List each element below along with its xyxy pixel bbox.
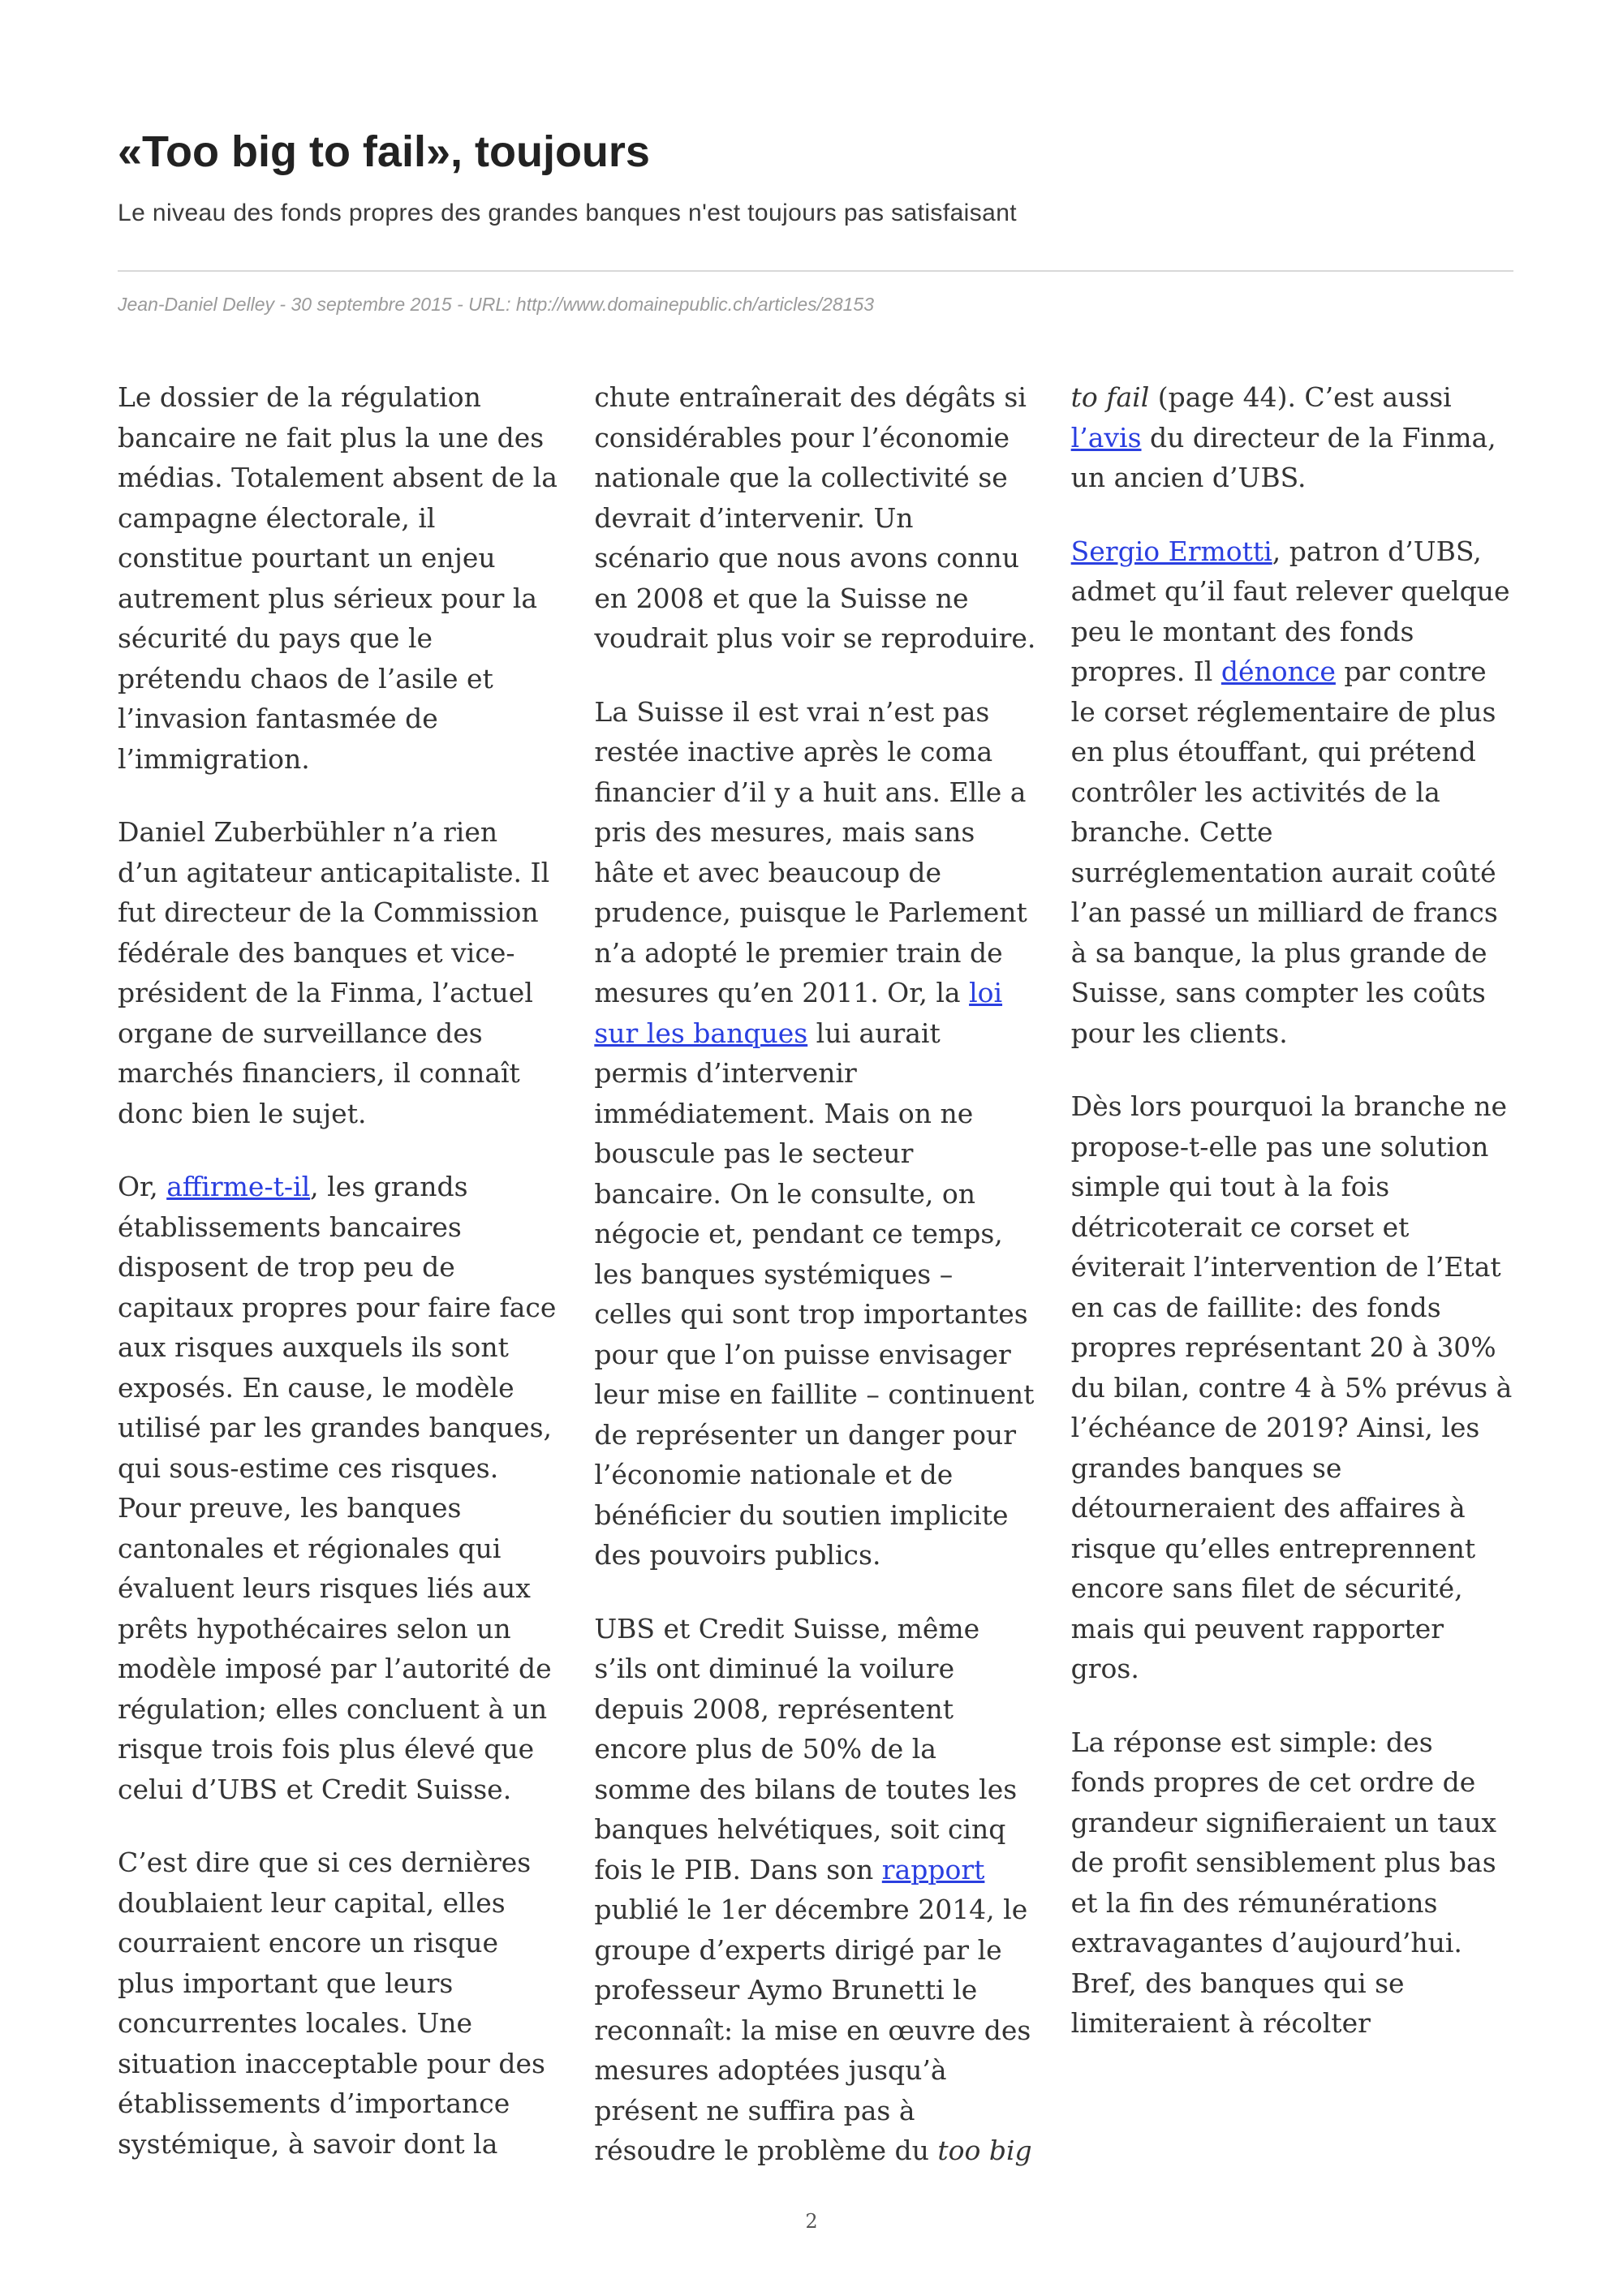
paragraph-text: (page 44). C’est aussi	[1149, 381, 1452, 413]
paragraph-ermotti	[1071, 531, 1513, 1054]
inline-link[interactable]: l’avis	[1070, 421, 1142, 454]
inline-link[interactable]: Sergio Ermotti	[1070, 535, 1272, 567]
article-title: «Too big to fail», toujours	[118, 127, 650, 176]
paragraph-text: , patron d’UBS, admet qu’il faut relever quelque peu le montant des fonds propres. Il	[1070, 535, 1510, 687]
article-subtitle: Le niveau des fonds propres des grandes banques n'est toujours pas satisfaisant	[118, 200, 1018, 226]
inline-link[interactable]: dénonce	[1220, 656, 1336, 687]
paragraph-text: La Suisse il est vrai n’est pas restée inactive après le coma financier d’il y a huit ans. Elle a pris des mesures, mais sans hâte et avec beaucoup de prudence, puisque le Parlement n’a adopté le premier train de mesures qu’en 2011. Or, la	[594, 695, 1027, 1008]
inline-emphasis: too big to fail	[937, 381, 1150, 2166]
paragraph-text: La réponse est simple: des fonds propres de cet ordre de grandeur signifieraient un taux de profit sensiblement plus bas et la fin des rémunérations extravagantes d’aujourd’hui. Bref, des banques qui se limiteraient à récolter	[1070, 1726, 1496, 2039]
page-number: 2	[805, 2210, 818, 2233]
paragraph-swiss-response	[594, 692, 1036, 1576]
article-columns	[118, 377, 1513, 2178]
paragraph-text: Dès lors pourquoi la branche ne propose-t-elle pas une solution simple qui tout à la fois détricoterait ce corset et éviterait l’intervention de l’Etat en cas de faillite: des fonds propres représentant 20 à 30% du bilan, contre 4 à 5% prévus à l’échéance de 2019? Ainsi, les grandes banques se détourneraient des affaires à risque qu’elles entreprennent encore sans filet de sécurité, mais qui peuvent rapporter gros.	[1070, 1090, 1513, 1684]
paragraph-text: Daniel Zuberbühler n’a rien d’un agitateur anticapitaliste. Il fut directeur de la Commission fédérale des banques et vice-président de la Finma, l’actuel organe de surveillance des marchés financiers, il connaît donc bien le sujet.	[118, 816, 550, 1129]
paragraph-risks	[118, 1167, 560, 1809]
inline-link[interactable]: affirme-t-il	[166, 1171, 311, 1202]
paragraph-proposal	[1071, 1086, 1513, 1689]
paragraph-text: Or,	[118, 1171, 167, 1202]
inline-link[interactable]: rapport	[881, 1853, 985, 1885]
header-divider	[118, 270, 1513, 272]
article-body	[118, 377, 1513, 2178]
paragraph-zuberbuhler	[118, 812, 560, 1133]
paragraph-intro	[118, 377, 560, 779]
paragraph-text: , les grands établissements bancaires disposent de trop peu de capitaux propres pour faire face aux risques auxquels ils sont exposés. En cause, le modèle utilisé par les grandes banques, qui sous-estime ces risques. Pour preuve, les banques cantonales et régionales qui évaluent leurs risques liés aux prêts hypothécaires selon un modèle imposé par l’autorité de régulation; elles concluent à un risque trois fois plus élevé que celui d’UBS et Credit Suisse.	[118, 1171, 557, 1805]
article-byline: Jean-Daniel Delley - 30 septembre 2015 - URL: http://www.domainepublic.ch/articles/28153	[118, 294, 874, 315]
paragraph-text: lui aurait permis d’intervenir immédiatement. Mais on ne bouscule pas le secteur bancaire. On le consulte, on négocie et, pendant ce temps, les banques systémiques – celles qui sont trop importantes pour que l’on puisse envisager leur mise en faillite – continuent de représenter un danger pour l’économie nationale et de bénéficier du soutien implicite des pouvoirs publics.	[594, 1017, 1035, 1571]
paragraph-text: du directeur de la Finma, un ancien d’UBS.	[1070, 421, 1496, 493]
paragraph-answer	[1071, 1722, 1513, 2044]
paragraph-text: UBS et Credit Suisse, même s’ils ont diminué la voilure depuis 2008, représentent encore plus de 50% de la somme des bilans de toutes les banques helvétiques, soit cinq fois le PIB. Dans son	[594, 1612, 1018, 1885]
inline-link[interactable]: loi sur les banques	[594, 977, 1003, 1049]
paragraph-text: publié le 1er décembre 2014, le groupe d’experts dirigé par le professeur Aymo Brunetti le reconnaît: la mise en œuvre des mesures adoptées jusqu’à présent ne suffira pas à résoudre le problème du	[594, 1894, 1031, 2166]
paragraph-text: Le dossier de la régulation bancaire ne fait plus la une des médias. Totalement absent de la campagne électorale, il constitue pourtant un enjeu autrement plus sérieux pour la sécurité du pays que le prétendu chaos de l’asile et l’invasion fantasmée de l’immigration.	[118, 381, 558, 775]
paragraph-text: par contre le corset réglementaire de plus en plus étouffant, qui prétend contrôler les activités de la branche. Cette surréglementation aurait coûté l’an passé un milliard de francs à sa banque, la plus grande de Suisse, sans compter les coûts pour les clients.	[1070, 656, 1498, 1049]
paragraph-text: C’est dire que si ces dernières doublaient leur capital, elles courraient encore un risque plus important que leurs concurrentes locales. Une situation inacceptable pour des établissements d’importance systémique, à savoir dont la chute entraînerait des dégâts si considérables pour l’économie nationale que la collectivité se devrait d’intervenir. Un scénario que nous avons connu en 2008 et que la Suisse ne voudrait plus voir se reproduire.	[118, 381, 1036, 2160]
